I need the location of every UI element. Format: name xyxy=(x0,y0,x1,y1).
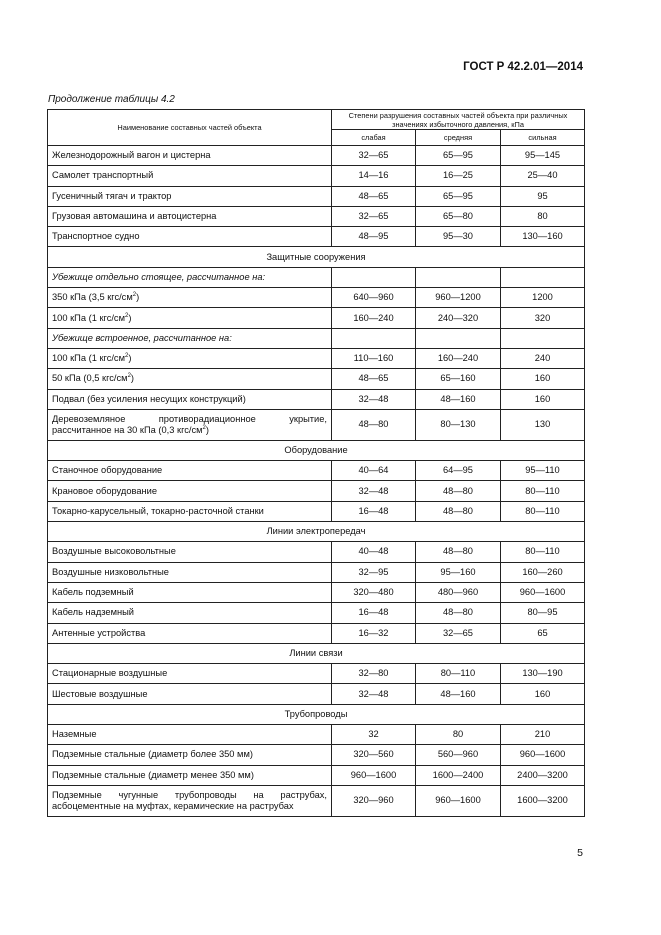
value-weak: 48—65 xyxy=(332,186,416,206)
value-strong: 95—110 xyxy=(501,461,585,481)
section-row xyxy=(48,643,585,663)
table-row xyxy=(48,481,585,501)
value-medium: 48—80 xyxy=(416,501,501,521)
value-strong: 320 xyxy=(501,308,585,328)
object-name: Подземные стальные (диаметр менее 350 мм) xyxy=(52,769,254,780)
object-name: Грузовая автомашина и автоцистерна xyxy=(52,211,217,222)
column-header-strong: сильная xyxy=(501,130,585,146)
value-medium: 48—80 xyxy=(416,481,501,501)
object-name: Самолет транспортный xyxy=(52,170,154,181)
table-row xyxy=(48,409,585,440)
object-name: Крановое оборудование xyxy=(52,485,157,496)
value-strong: 95—145 xyxy=(501,146,585,166)
value-medium: 160—240 xyxy=(416,348,501,368)
value-weak: 110—160 xyxy=(332,348,416,368)
superscript: 2 xyxy=(127,373,131,380)
subsection-row xyxy=(48,328,585,348)
empty-cell xyxy=(332,267,416,287)
value-medium: 65—95 xyxy=(416,146,501,166)
value-medium: 480—960 xyxy=(416,582,501,602)
empty-cell xyxy=(501,328,585,348)
object-name-cell xyxy=(48,308,332,328)
value-medium: 80—130 xyxy=(416,409,501,440)
value-strong: 160 xyxy=(501,684,585,704)
table-row xyxy=(48,166,585,186)
table-row xyxy=(48,186,585,206)
section-title: Защитные сооружения xyxy=(48,247,585,267)
table-row xyxy=(48,288,585,308)
value-strong: 1200 xyxy=(501,288,585,308)
superscript: 2 xyxy=(124,312,129,319)
value-medium: 960—1600 xyxy=(416,785,501,816)
object-name-cell xyxy=(48,186,332,206)
empty-cell xyxy=(501,267,585,287)
superscript: 2 xyxy=(124,353,129,360)
section-title: Трубопроводы xyxy=(48,704,585,724)
section-row xyxy=(48,440,585,460)
column-header-group: Степени разрушения составных частей объекта при различных значениях избыточного давления, кПа xyxy=(332,110,585,130)
object-name-cell xyxy=(48,389,332,409)
value-weak: 48—80 xyxy=(332,409,416,440)
value-medium: 240—320 xyxy=(416,308,501,328)
value-strong: 960—1600 xyxy=(501,582,585,602)
object-name-cell xyxy=(48,603,332,623)
object-name: 50 кПа (0,5 кгс/см xyxy=(52,373,128,384)
value-medium: 80—110 xyxy=(416,664,501,684)
table-row xyxy=(48,542,585,562)
section-title: Оборудование xyxy=(48,440,585,460)
object-name-cell xyxy=(48,623,332,643)
object-name-cell xyxy=(48,765,332,785)
object-name-cell xyxy=(48,348,332,368)
empty-cell xyxy=(416,267,501,287)
table-row xyxy=(48,562,585,582)
value-medium: 95—160 xyxy=(416,562,501,582)
value-weak: 320—960 xyxy=(332,785,416,816)
value-medium: 48—80 xyxy=(416,542,501,562)
value-weak: 40—64 xyxy=(332,461,416,481)
value-medium: 32—65 xyxy=(416,623,501,643)
value-weak: 640—960 xyxy=(332,288,416,308)
object-name-cell xyxy=(48,684,332,704)
value-weak: 32—95 xyxy=(332,562,416,582)
object-name: 100 кПа (1 кгс/см xyxy=(52,353,125,364)
value-weak: 40—48 xyxy=(332,542,416,562)
table-row xyxy=(48,684,585,704)
value-strong: 25—40 xyxy=(501,166,585,186)
object-name: Подземные стальные (диаметр более 350 мм) xyxy=(52,749,253,760)
table-row xyxy=(48,348,585,368)
value-medium: 64—95 xyxy=(416,461,501,481)
value-strong: 80—110 xyxy=(501,501,585,521)
value-weak: 32—65 xyxy=(332,146,416,166)
value-strong: 1600—3200 xyxy=(501,785,585,816)
object-name: Кабель подземный xyxy=(52,587,134,598)
value-medium: 960—1200 xyxy=(416,288,501,308)
object-name-cell xyxy=(48,409,332,440)
object-name-cell xyxy=(48,461,332,481)
table-row xyxy=(48,765,585,785)
value-strong: 210 xyxy=(501,725,585,745)
object-name: 350 кПа (3,5 кгс/см xyxy=(52,292,133,303)
value-strong: 130—190 xyxy=(501,664,585,684)
value-weak: 32—65 xyxy=(332,206,416,226)
column-header-medium: средняя xyxy=(416,130,501,146)
object-name-cell xyxy=(48,664,332,684)
table-row xyxy=(48,461,585,481)
object-name: Гусеничный тягач и трактор xyxy=(52,190,172,201)
value-strong: 240 xyxy=(501,348,585,368)
object-name: Транспортное судно xyxy=(52,231,140,242)
table-row xyxy=(48,308,585,328)
value-weak: 16—32 xyxy=(332,623,416,643)
value-strong: 160 xyxy=(501,389,585,409)
empty-cell xyxy=(332,328,416,348)
destruction-table xyxy=(47,109,585,817)
object-name-tail: ) xyxy=(136,292,140,303)
value-medium: 65—80 xyxy=(416,206,501,226)
value-strong: 160—260 xyxy=(501,562,585,582)
table-row xyxy=(48,745,585,765)
value-medium: 48—80 xyxy=(416,603,501,623)
value-medium: 95—30 xyxy=(416,227,501,247)
value-medium: 48—160 xyxy=(416,684,501,704)
value-weak: 160—240 xyxy=(332,308,416,328)
subsection-title: Убежище встроенное, рассчитанное на: xyxy=(48,328,332,348)
value-medium: 1600—2400 xyxy=(416,765,501,785)
superscript: 2 xyxy=(202,424,206,431)
value-weak: 320—480 xyxy=(332,582,416,602)
object-name-cell xyxy=(48,745,332,765)
object-name-cell xyxy=(48,146,332,166)
object-name-cell xyxy=(48,288,332,308)
table-body xyxy=(48,146,585,817)
column-header-name: Наименование составных частей объекта xyxy=(48,110,332,146)
table-row xyxy=(48,501,585,521)
section-row xyxy=(48,247,585,267)
table-row xyxy=(48,664,585,684)
table-row xyxy=(48,623,585,643)
value-strong: 80—110 xyxy=(501,542,585,562)
object-name: Подземные чугунные трубопроводы на раструбах, асбоцементные на муфтах, керамические на раструбах xyxy=(52,789,327,811)
value-medium: 560—960 xyxy=(416,745,501,765)
value-strong: 65 xyxy=(501,623,585,643)
subsection-title: Убежище отдельно стоящее, рассчитанное на: xyxy=(48,267,332,287)
table-row xyxy=(48,582,585,602)
value-medium: 65—160 xyxy=(416,369,501,389)
value-strong: 130 xyxy=(501,409,585,440)
section-title: Линии электропередач xyxy=(48,522,585,542)
object-name-cell xyxy=(48,501,332,521)
superscript: 2 xyxy=(132,292,137,299)
value-weak: 48—65 xyxy=(332,369,416,389)
value-medium: 80 xyxy=(416,725,501,745)
table-row xyxy=(48,603,585,623)
object-name: Антенные устройства xyxy=(52,627,146,638)
table-row xyxy=(48,227,585,247)
object-name-cell xyxy=(48,582,332,602)
table-row xyxy=(48,369,585,389)
table-row xyxy=(48,146,585,166)
object-name-tail: ) xyxy=(130,373,135,384)
page-number: 5 xyxy=(577,847,583,859)
object-name: Станочное оборудование xyxy=(52,465,163,476)
table-row xyxy=(48,785,585,816)
object-name: Наземные xyxy=(52,729,97,740)
value-weak: 960—1600 xyxy=(332,765,416,785)
object-name: Деревоземляное противорадиационное укрытие, рассчитанное на 30 кПа (0,3 кгс/см xyxy=(52,413,327,435)
object-name-cell xyxy=(48,166,332,186)
object-name: Воздушные высоковольтные xyxy=(52,546,176,557)
object-name-cell xyxy=(48,369,332,389)
object-name: Воздушные низковольтные xyxy=(52,566,169,577)
object-name-cell xyxy=(48,785,332,816)
value-strong: 160 xyxy=(501,369,585,389)
value-strong: 2400—3200 xyxy=(501,765,585,785)
object-name-tail: ) xyxy=(205,424,209,435)
object-name: Токарно-карусельный, токарно-расточной станки xyxy=(52,505,264,516)
table-row xyxy=(48,389,585,409)
object-name-cell xyxy=(48,562,332,582)
object-name: Подвал (без усиления несущих конструкций) xyxy=(52,393,246,404)
object-name-cell xyxy=(48,481,332,501)
section-row xyxy=(48,522,585,542)
column-header-weak: слабая xyxy=(332,130,416,146)
value-strong: 80 xyxy=(501,206,585,226)
value-weak: 32—48 xyxy=(332,684,416,704)
object-name-cell xyxy=(48,206,332,226)
value-strong: 130—160 xyxy=(501,227,585,247)
document-id: ГОСТ Р 42.2.01—2014 xyxy=(463,61,583,73)
value-weak: 14—16 xyxy=(332,166,416,186)
object-name-cell xyxy=(48,725,332,745)
value-weak: 32 xyxy=(332,725,416,745)
object-name: Железнодорожный вагон и цистерна xyxy=(52,150,211,161)
table-caption: Продолжение таблицы 4.2 xyxy=(48,94,175,105)
value-strong: 80—95 xyxy=(501,603,585,623)
object-name: Стационарные воздушные xyxy=(52,668,168,679)
subsection-row xyxy=(48,267,585,287)
table-row xyxy=(48,725,585,745)
value-weak: 32—80 xyxy=(332,664,416,684)
value-strong: 960—1600 xyxy=(501,745,585,765)
object-name-cell xyxy=(48,227,332,247)
section-title: Линии связи xyxy=(48,643,585,663)
value-strong: 95 xyxy=(501,186,585,206)
value-weak: 32—48 xyxy=(332,481,416,501)
value-medium: 16—25 xyxy=(416,166,501,186)
value-weak: 16—48 xyxy=(332,603,416,623)
table-row xyxy=(48,206,585,226)
value-weak: 320—560 xyxy=(332,745,416,765)
value-weak: 32—48 xyxy=(332,389,416,409)
value-weak: 16—48 xyxy=(332,501,416,521)
value-medium: 65—95 xyxy=(416,186,501,206)
object-name: 100 кПа (1 кгс/см xyxy=(52,312,125,323)
object-name-tail: ) xyxy=(128,312,132,323)
object-name-cell xyxy=(48,542,332,562)
value-strong: 80—110 xyxy=(501,481,585,501)
value-weak: 48—95 xyxy=(332,227,416,247)
empty-cell xyxy=(416,328,501,348)
object-name: Шестовые воздушные xyxy=(52,688,148,699)
section-row xyxy=(48,704,585,724)
object-name: Кабель надземный xyxy=(52,607,134,618)
object-name-tail: ) xyxy=(128,353,132,364)
value-medium: 48—160 xyxy=(416,389,501,409)
